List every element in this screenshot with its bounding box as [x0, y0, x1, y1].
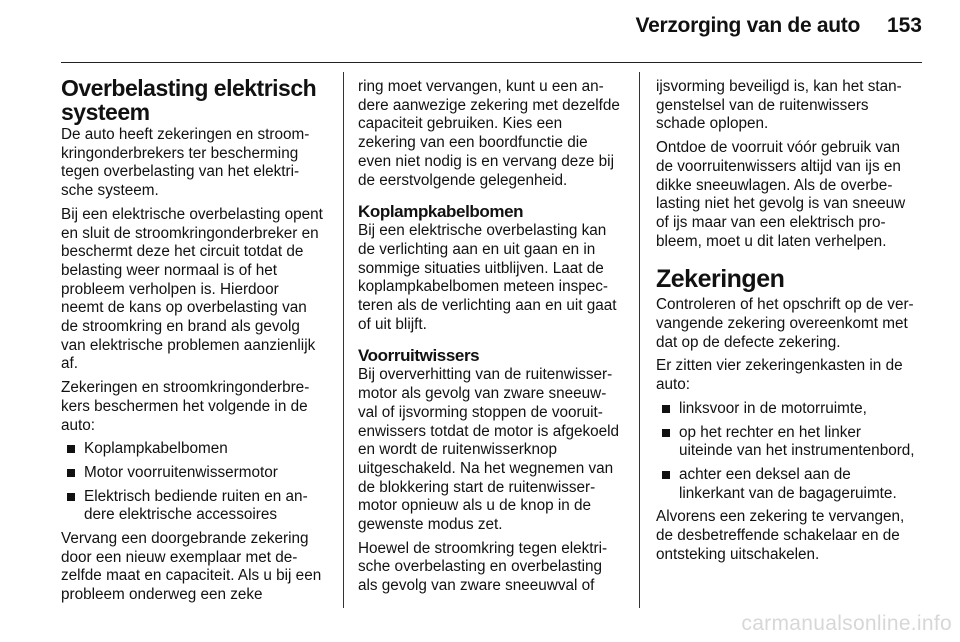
paragraph: Controleren of het opschrift op de vervangende zekering overeenkomt met dat op de defecte zekering.	[656, 296, 914, 351]
list-item: Elektrisch bediende ruiten en andere elektrische accessoires	[61, 488, 323, 525]
section-heading-overbelasting: Overbelasting elektrisch systeem	[61, 75, 317, 125]
column-1	[61, 76, 323, 610]
fuse-box-locations-list	[656, 400, 918, 504]
paragraph: Alvorens een zekering te vervangen, de desbetreffende schakelaar en de ontsteking uitschakelen.	[656, 508, 905, 563]
watermark: carmanualsonline.info	[741, 612, 952, 635]
subheading-voorruitwissers: Voorruitwissers	[358, 346, 480, 366]
list-item: op het rechter en het linker uiteinde van het instrumentenbord,	[656, 424, 918, 461]
list-item: Koplampkabelbomen	[61, 440, 323, 459]
list-item: achter een deksel aan de linkerkant van de bagageruimte.	[656, 466, 918, 503]
paragraph: Er zitten vier zekeringenkasten in de auto:	[656, 357, 903, 394]
column-divider-1	[343, 72, 344, 608]
protected-items-list	[61, 440, 323, 525]
bullet-square-icon	[662, 429, 670, 437]
list-item: linksvoor in de motorruimte,	[656, 400, 918, 419]
paragraph: Zekeringen en stroomkringonderbrekers beschermen het volgende in de auto:	[61, 379, 310, 434]
paragraph: De auto heeft zekeringen en stroomkringonderbrekers ter bescherming tegen overbelasting van het elektrische systeem.	[61, 126, 310, 200]
paragraph: Bij een elektrische overbelasting kan de verlichting aan en uit gaan en in sommige situaties uitblijven. Laat de koplampkabelbomen meteen inspecteren als de verlichting aan en uit gaat of uit blijft.	[358, 222, 617, 333]
column-2	[358, 78, 620, 601]
bullet-square-icon	[67, 493, 75, 501]
section-heading-zekeringen: Zekeringen	[656, 265, 785, 294]
paragraph: ring moet vervangen, kunt u een andere aanwezige zekering met dezelfde capaciteit gebruiken. Kies een zekering van een boordfunctie die even niet nodig is en vervang deze bij de eerstvolgende gelegenheid.	[358, 78, 620, 189]
list-item: Motor voorruitenwissermotor	[61, 464, 323, 483]
bullet-square-icon	[662, 471, 670, 479]
paragraph: Ontdoe de voorruit vóór gebruik van de voorruitenwissers altijd van ijs en dikke sneeuwlagen. Als de overbelasting niet het gevolg is van sneeuw of ijs maar van een elektrisch probleem, moet u dit laten verhelpen.	[656, 139, 906, 250]
paragraph: Bij oververhitting van de ruitenwissermotor als gevolg van zware sneeuwval of ijsvorming stoppen de vooruitenwissers totdat de motor is afgekoeld en wordt de ruitenwisserknop uitgeschakeld. Na het wegnemen van de blokkering start de ruitenwissermotor opnieuw als u de knop in de gewenste modus zet.	[358, 366, 620, 534]
column-divider-2	[639, 72, 640, 608]
paragraph: ijsvorming beveiligd is, kan het stangenstelsel van de ruitenwissers schade oplopen.	[656, 78, 902, 133]
header-divider	[61, 62, 922, 63]
bullet-square-icon	[67, 469, 75, 477]
paragraph: Hoewel de stroomkring tegen elektrische overbelasting en overbelasting als gevolg van zware sneeuwval of	[358, 539, 608, 595]
paragraph: Bij een elektrische overbelasting opent en sluit de stroomkringonderbreker en beschermt deze het circuit totdat de belasting weer normaal is of het probleem verholpen is. Hierdoor neemt de kans op overbelasting van de stroomkring en brand als gevolg van elektrische problemen aanzienlijk af.	[61, 205, 323, 373]
running-header-title: Verzorging van de auto	[635, 14, 860, 37]
subheading-koplampkabelbomen: Koplampkabelbomen	[358, 202, 524, 222]
paragraph: Vervang een doorgebrande zekering door een nieuw exemplaar met dezelfde maat en capaciteit. Als u bij een probleem onderweg een zeke	[61, 530, 322, 604]
column-3	[656, 78, 918, 569]
bullet-square-icon	[67, 445, 75, 453]
bullet-square-icon	[662, 405, 670, 413]
page-number: 153	[886, 14, 922, 37]
